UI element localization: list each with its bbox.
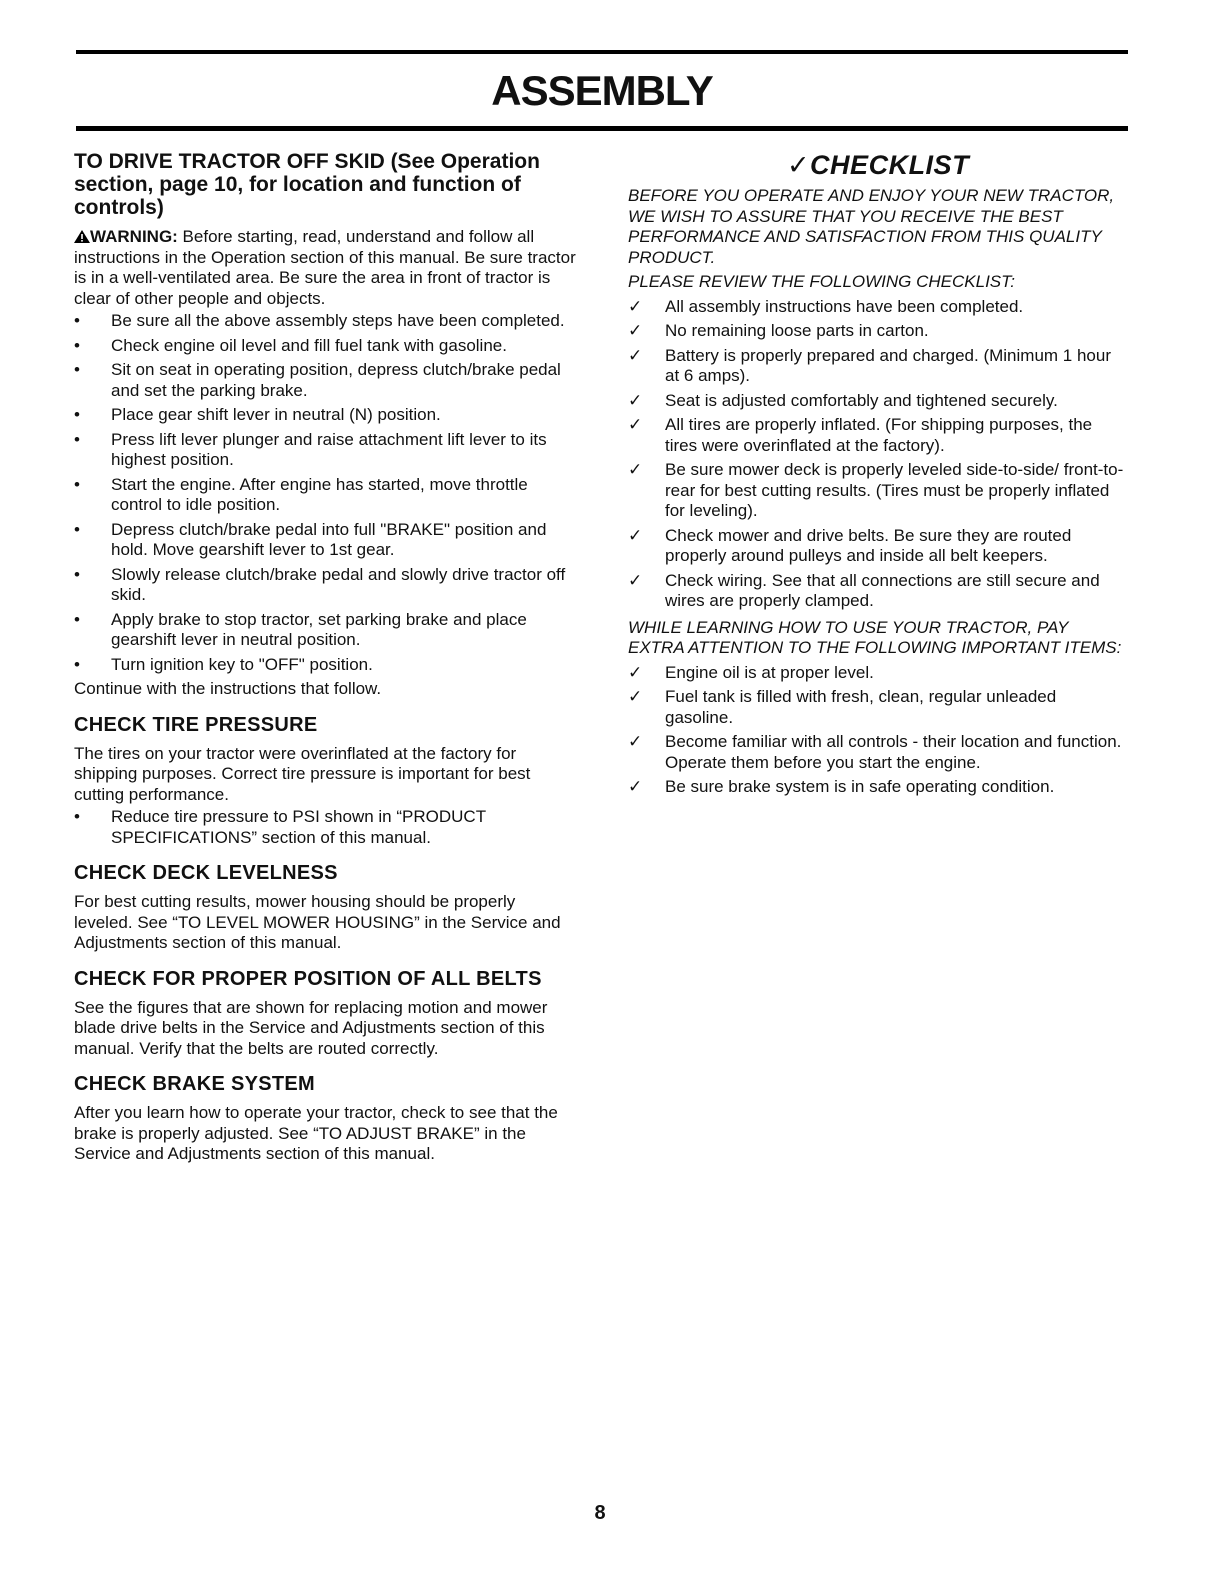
list-item: ✓ No remaining loose parts in carton. (628, 321, 929, 340)
belts-heading: CHECK FOR PROPER POSITION OF ALL BELTS (74, 967, 542, 990)
check-icon: ✓ (628, 321, 643, 340)
learning-intro: WHILE LEARNING HOW TO USE YOUR TRACTOR, PAY EXTRA ATTENTION TO THE FOLLOWING IMPORTANT ITEMS: (628, 617, 1122, 657)
check-icon: ✓ (628, 525, 643, 545)
check-icon: ✓ (628, 662, 643, 682)
list-item: • Press lift lever plunger and raise attachment lift lever to its highest position. (74, 429, 547, 469)
warning-paragraph (74, 227, 576, 309)
list-item: ✓ Engine oil is at proper level. (628, 662, 874, 682)
list-item: ✓ Be sure brake system is in safe operating condition. (628, 777, 1055, 796)
brake-system-heading: CHECK BRAKE SYSTEM (74, 1073, 315, 1095)
learning-items (628, 663, 1128, 798)
bottom-rule (76, 126, 1128, 131)
list-item: • Apply brake to stop tractor, set parking brake and place gearshift lever in neutral position. (74, 609, 527, 649)
brake-system-text: After you learn how to operate your tractor, check to see that the brake is properly adjusted. See “TO ADJUST BRAKE” in the Service and Adjustments section of this manual. (74, 1103, 558, 1163)
warning-triangle-icon (74, 230, 90, 243)
check-icon: ✓ (628, 415, 643, 434)
check-icon: ✓ (628, 460, 643, 479)
deck-levelness-text: For best cutting results, mower housing should be properly leveled. See “TO LEVEL MOWER HOUSING” in the Service and Adjustments section of this manual. (74, 892, 561, 952)
check-icon: ✓ (628, 296, 643, 316)
list-item: ✓ All tires are properly inflated. (For shipping purposes, the tires were overinflated at the factory). (628, 415, 1093, 455)
list-item: • Turn ignition key to "OFF" position. (74, 654, 373, 674)
list-item: • Be sure all the above assembly steps have been completed. (74, 311, 565, 330)
belts-text: See the figures that are shown for replacing motion and mower blade drive belts in the Service and Adjustments section of this manual. Verify that the belts are routed correctly. (74, 997, 548, 1058)
check-icon: ✓ (628, 345, 643, 365)
right-column (628, 150, 1128, 804)
check-icon: ✓ (628, 570, 643, 590)
drive-steps-list (74, 311, 576, 675)
list-item: • Sit on seat in operating position, depress clutch/brake pedal and set the parking brake. (74, 360, 561, 400)
check-icon: ✓ (628, 390, 643, 410)
list-item: ✓ Become familiar with all controls - their location and function. Operate them before you start the engine. (628, 732, 1122, 772)
list-item: • Reduce tire pressure to PSI shown in “PRODUCT SPECIFICATIONS” section of this manual. (74, 807, 486, 847)
continue-text: Continue with the instructions that follow. (74, 679, 382, 698)
check-icon: ✓ (628, 687, 643, 706)
deck-levelness-heading: CHECK DECK LEVELNESS (74, 862, 338, 884)
tire-pressure-heading: CHECK TIRE PRESSURE (74, 713, 318, 736)
list-item: • Place gear shift lever in neutral (N) position. (74, 405, 441, 424)
left-column (74, 150, 576, 1165)
list-item: ✓ All assembly instructions have been completed. (628, 296, 1024, 316)
check-icon: ✓ (628, 732, 643, 751)
checklist-review: PLEASE REVIEW THE FOLLOWING CHECKLIST: (628, 272, 1015, 291)
tire-pressure-list (74, 807, 576, 848)
list-item: • Depress clutch/brake pedal into full "BRAKE" position and hold. Move gearshift lever to 1st gear. (74, 519, 547, 559)
page-number: 8 (594, 1502, 606, 1524)
list-item: • Slowly release clutch/brake pedal and slowly drive tractor off skid. (74, 564, 566, 604)
check-icon: ✓ (628, 777, 643, 796)
list-item: ✓ Check wiring. See that all connections are still secure and wires are properly clamped. (628, 570, 1100, 610)
list-item: ✓ Fuel tank is filled with fresh, clean, regular unleaded gasoline. (628, 687, 1057, 727)
top-rule (76, 50, 1128, 54)
list-item: ✓ Check mower and drive belts. Be sure they are routed properly around pulleys and inside all belt keepers. (628, 525, 1072, 565)
warning-text: Before starting, read, understand and follow all instructions in the Operation section of this manual. Be sure tractor is in a well-ventilated area. Be sure the area in front of tractor is clear of other people and objects. (74, 227, 576, 308)
list-item: ✓ Be sure mower deck is properly leveled side-to-side/ front-to-rear for best cutting results. (Tires must be properly inflated for leveling). (628, 460, 1124, 520)
list-item: • Start the engine. After engine has started, move throttle control to idle position. (74, 474, 528, 514)
checklist-title: ✓CHECKLIST (786, 150, 970, 180)
warning-label: WARNING: (74, 227, 178, 246)
drive-off-skid-heading: TO DRIVE TRACTOR OFF SKID (See Operation section, page 10, for location and function of controls) (74, 150, 540, 219)
page-title: ASSEMBLY (491, 67, 713, 114)
checklist-items (628, 297, 1128, 612)
list-item: ✓ Seat is adjusted comfortably and tightened securely. (628, 390, 1058, 410)
checklist-intro: BEFORE YOU OPERATE AND ENJOY YOUR NEW TRACTOR, WE WISH TO ASSURE THAT YOU RECEIVE THE BEST PERFORMANCE AND SATISFACTION FROM THIS QUALITY PRODUCT. (628, 186, 1115, 267)
list-item: • Check engine oil level and fill fuel tank with gasoline. (74, 335, 507, 355)
list-item: ✓ Battery is properly prepared and charged. (Minimum 1 hour at 6 amps). (628, 345, 1111, 385)
tire-pressure-text: The tires on your tractor were overinflated at the factory for shipping purposes. Correct tire pressure is important for best cutting performance. (74, 743, 531, 804)
